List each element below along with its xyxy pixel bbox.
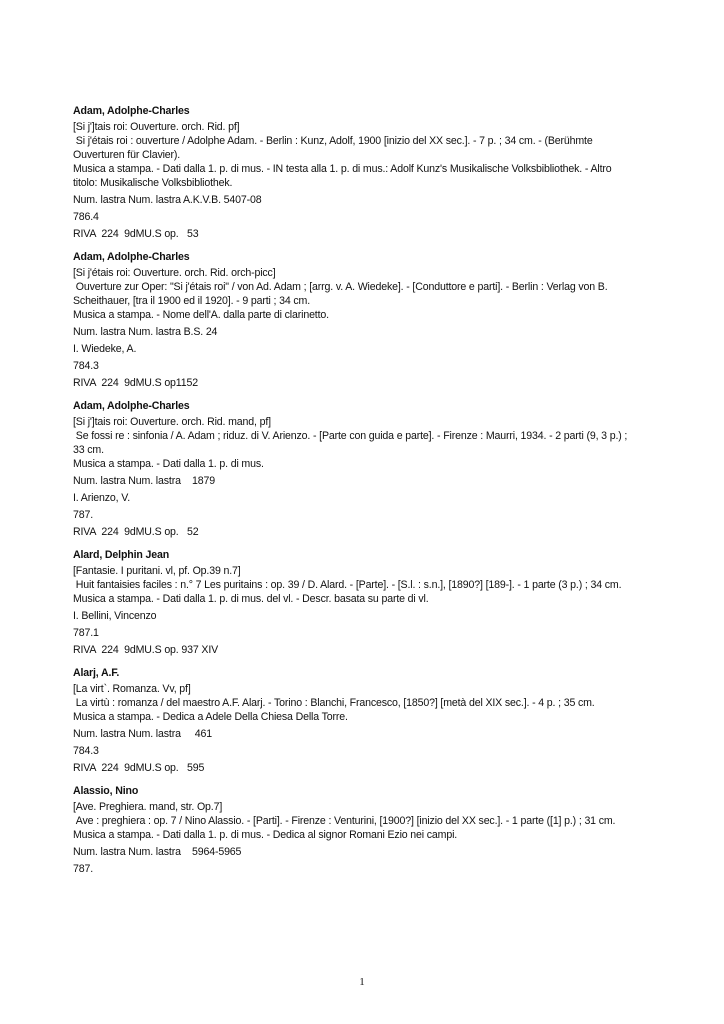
record-author-heading: Alard, Delphin Jean — [73, 549, 170, 561]
record-author-heading: Alarj, A.F. — [73, 667, 120, 679]
catalog-record — [73, 399, 633, 539]
record-line: RIVA 224 9dMU.S op. 52 — [73, 526, 199, 538]
record-line: Si j'étais roi : ouverture / Adolphe Adam. - Berlin : Kunz, Adolf, 1900 [inizio del XX sec.]. - 7 p. ; 34 cm. - (Berühmte Ouverturen für Clavier). — [73, 135, 596, 161]
record-line: La virtù : romanza / del maestro A.F. Alarj. - Torino : Blanchi, Francesco, [1850?] [metà del XIX sec.]. - 4 p. ; 35 cm. — [73, 697, 595, 709]
record-line: I. Bellini, Vincenzo — [73, 610, 157, 622]
record-line: I. Arienzo, V. — [73, 492, 130, 504]
record-line: Huit fantaisies faciles : n.° 7 Les puritains : op. 39 / D. Alard. - [Parte]. - [S.l. : s.n.], [1890?] [189-]. - 1 parte (3 p.) ; 34 cm. — [73, 579, 622, 591]
record-line: [Si j']tais roi: Ouverture. orch. Rid. pf] — [73, 121, 240, 133]
record-line: Musica a stampa. - Dati dalla 1. p. di mus. del vl. - Descr. basata su parte di vl. — [73, 593, 429, 605]
record-line: 784.3 — [73, 745, 99, 757]
record-line: Musica a stampa. - Dati dalla 1. p. di mus. - Dedica al signor Romani Ezio nei campi. — [73, 829, 458, 841]
record-line: 787.1 — [73, 627, 99, 639]
record-line: Num. lastra Num. lastra 461 — [73, 728, 213, 740]
record-author-heading: Adam, Adolphe-Charles — [73, 105, 190, 117]
record-line: Musica a stampa. - Dedica a Adele Della Chiesa Della Torre. — [73, 711, 348, 723]
record-line: Ave : preghiera : op. 7 / Nino Alassio. - [Parti]. - Firenze : Venturini, [1900?] [inizio del XX sec.]. - 1 parte ([1] p.) ; 31 cm. — [73, 815, 616, 827]
record-line: 786.4 — [73, 211, 99, 223]
record-line: Se fossi re : sinfonia / A. Adam ; riduz. di V. Arienzo. - [Parte con guida e parte]. - Firenze : Maurri, 1934. - 2 parti (9, 3 p.) ; 33 cm. — [73, 430, 630, 456]
record-line: Musica a stampa. - Nome dell'A. dalla parte di clarinetto. — [73, 309, 329, 321]
catalog-page — [73, 104, 633, 885]
record-line: [Ave. Preghiera. mand, str. Op.7] — [73, 801, 223, 813]
catalog-record — [73, 666, 633, 775]
record-line: I. Wiedeke, A. — [73, 343, 137, 355]
record-line: 784.3 — [73, 360, 99, 372]
record-line: [La virt`. Romanza. Vv, pf] — [73, 683, 191, 695]
catalog-record — [73, 784, 633, 876]
record-author-heading: Adam, Adolphe-Charles — [73, 251, 190, 263]
catalog-record — [73, 250, 633, 390]
record-author-heading: Alassio, Nino — [73, 785, 139, 797]
page-number: 1 — [359, 976, 365, 988]
record-line: Num. lastra Num. lastra B.S. 24 — [73, 326, 218, 338]
record-line: [Si j']tais roi: Ouverture. orch. Rid. mand, pf] — [73, 416, 271, 428]
catalog-record — [73, 104, 633, 241]
record-line: Num. lastra Num. lastra A.K.V.B. 5407-08 — [73, 194, 262, 206]
record-line: 787. — [73, 509, 94, 521]
record-line: Ouverture zur Oper: "Si j'étais roi" / von Ad. Adam ; [arrg. v. A. Wiedeke]. - [Conduttore e parti]. - Berlin : Verlag von B. Scheithauer, [tra il 1900 ed il 1920]. - 9 parti ; 34 cm. — [73, 281, 611, 307]
record-line: Musica a stampa. - Dati dalla 1. p. di mus. - IN testa alla 1. p. di mus.: Adolf Kunz's Musikalische Volksbibliothek. - Altro titolo: Musikalische Volksbibliothek. — [73, 163, 615, 189]
record-line: Num. lastra Num. lastra 1879 — [73, 475, 215, 487]
record-line: Musica a stampa. - Dati dalla 1. p. di mus. — [73, 458, 264, 470]
record-line: Num. lastra Num. lastra 5964-5965 — [73, 846, 242, 858]
record-line: RIVA 224 9dMU.S op1152 — [73, 377, 198, 389]
record-line: RIVA 224 9dMU.S op. 53 — [73, 228, 199, 240]
record-author-heading: Adam, Adolphe-Charles — [73, 400, 190, 412]
record-line: [Fantasie. I puritani. vl, pf. Op.39 n.7] — [73, 565, 241, 577]
record-line: RIVA 224 9dMU.S op. 937 XIV — [73, 644, 219, 656]
record-line: 787. — [73, 863, 94, 875]
record-line: [Si j'étais roi: Ouverture. orch. Rid. orch-picc] — [73, 267, 276, 279]
record-line: RIVA 224 9dMU.S op. 595 — [73, 762, 205, 774]
catalog-record — [73, 548, 633, 657]
